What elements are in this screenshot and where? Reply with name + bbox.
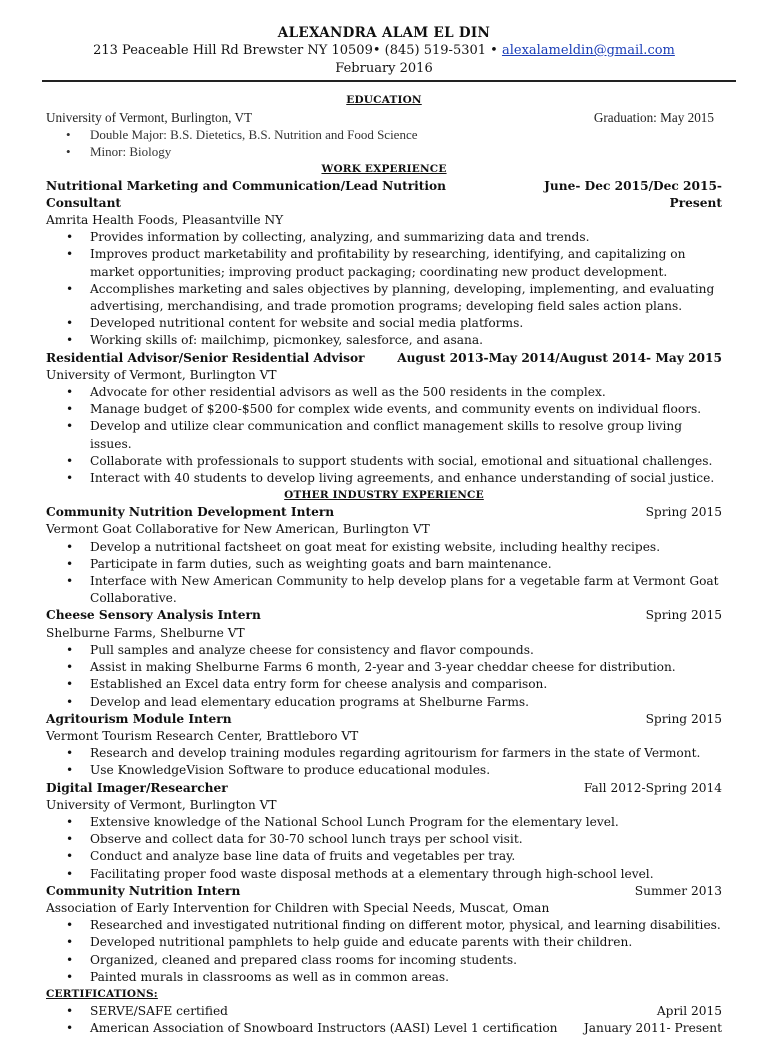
address-phone: 213 Peaceable Hill Rd Brewster NY 10509• (845) 519-5301 • [93, 43, 498, 58]
job-title: Digital Imager/Researcher [46, 780, 228, 795]
job-header [46, 883, 722, 900]
list-item: • Double Major: B.S. Dietetics, B.S. Nutrition and Food Science [46, 126, 722, 143]
applicant-name: ALEXANDRA ALAM EL DIN [277, 25, 491, 41]
list-item: • Assist in making Shelburne Farms 6 month, 2-year and 3-year cheddar cheese for distribution. [46, 659, 722, 676]
list-item: • Extensive knowledge of the National School Lunch Program for the elementary level. [46, 814, 722, 831]
list-item: • Facilitating proper food waste disposal methods at a elementary through high-school level. [46, 866, 722, 883]
header-divider [42, 80, 736, 82]
resume-body [46, 92, 722, 1037]
job-dates: Spring 2015 [645, 505, 722, 520]
job-title: Community Nutrition Intern [46, 883, 241, 898]
list-item: • Painted murals in classrooms as well as in common areas. [46, 969, 722, 986]
job-bullets [46, 814, 722, 883]
job-org: Association of Early Intervention for Children with Special Needs, Muscat, Oman [46, 900, 550, 915]
job-header [46, 350, 722, 367]
list-item: • Working skills of: mailchimp, picmonkey, salesforce, and asana. [46, 332, 722, 349]
resume-header [0, 0, 768, 78]
cert-date: April 2015 [656, 1003, 722, 1018]
list-item: • Pull samples and analyze cheese for consistency and flavor compounds. [46, 642, 722, 659]
job-bullets [46, 539, 722, 608]
job-bullets [46, 917, 722, 986]
list-item: • Develop a nutritional factsheet on goat meat for existing website, including healthy recipes. [46, 539, 722, 556]
list-item: • Advocate for other residential advisors as well as the 500 residents in the complex. [46, 384, 722, 401]
list-item: • Accomplishes marketing and sales objectives by planning, developing, implementing, and evaluating advertising, merchandising, and trade promotion programs; developing field sales action plans. [46, 281, 722, 315]
cert-label: • SERVE/SAFE certified [90, 1003, 228, 1018]
list-item: • Organized, cleaned and prepared class rooms for incoming students. [46, 952, 722, 969]
contact-line [0, 42, 768, 60]
email-link[interactable]: alexalameldin@gmail.com [501, 43, 675, 58]
job-bullets [46, 642, 722, 711]
cert-date: January 2011- Present [583, 1021, 722, 1036]
other-experience-heading: OTHER INDUSTRY EXPERIENCE [284, 489, 484, 502]
list-item: • Manage budget of $200-$500 for complex wide events, and community events on individual floors. [46, 401, 722, 418]
list-item: • Develop and lead elementary education programs at Shelburne Farms. [46, 694, 722, 711]
work-experience-heading: WORK EXPERIENCE [321, 162, 447, 175]
cert-row [90, 1020, 722, 1037]
list-item: • Conduct and analyze base line data of fruits and vegetables per tray. [46, 848, 722, 865]
job-header [46, 711, 722, 728]
list-item: • Collaborate with professionals to support students with social, emotional and situational challenges. [46, 453, 722, 470]
certifications-heading: CERTIFICATIONS: [46, 987, 158, 1000]
job-org: University of Vermont, Burlington VT [46, 797, 277, 812]
list-item: • Participate in farm duties, such as weighting goats and barn maintenance. [46, 556, 722, 573]
list-item: • Minor: Biology [46, 143, 722, 160]
job-dates: Spring 2015 [645, 711, 722, 726]
job-org: Shelburne Farms, Shelburne VT [46, 625, 245, 640]
certifications-list [46, 1003, 722, 1037]
graduation-date: Graduation: May 2015 [593, 110, 714, 125]
cert-label: • American Association of Snowboard Instructors (AASI) Level 1 certification [90, 1021, 558, 1036]
resume-date: February 2016 [335, 61, 433, 76]
job-dates: August 2013-May 2014/August 2014- May 2015 [397, 350, 722, 365]
education-heading: EDUCATION [346, 94, 422, 106]
job-bullets [46, 745, 722, 779]
job-dates: Spring 2015 [645, 608, 722, 623]
list-item: • Interface with New American Community to help develop plans for a vegetable farm at Vermont Goat Collaborative. [46, 573, 722, 607]
education-row [46, 109, 722, 126]
list-item [46, 1020, 722, 1037]
job-bullets [46, 384, 722, 487]
list-item: • Use KnowledgeVision Software to produce educational modules. [46, 762, 722, 779]
job-header [46, 607, 722, 624]
job-bullets [46, 229, 722, 349]
job-org: University of Vermont, Burlington VT [46, 367, 277, 382]
list-item: • Improves product marketability and profitability by researching, identifying, and capitalizing on market opportunities; improving product packaging; coordinating new product development. [46, 246, 722, 280]
list-item: • Established an Excel data entry form for cheese analysis and comparison. [46, 676, 722, 693]
job-title: Residential Advisor/Senior Residential Advisor [46, 350, 365, 365]
list-item: • Observe and collect data for 30-70 school lunch trays per school visit. [46, 831, 722, 848]
job-dates: Fall 2012-Spring 2014 [583, 780, 722, 795]
job-org: Amrita Health Foods, Pleasantville NY [46, 213, 284, 228]
job-title: Community Nutrition Development Intern [46, 505, 335, 520]
list-item [46, 1003, 722, 1020]
job-dates: June- Dec 2015/Dec 2015-Present [544, 178, 722, 210]
cert-row [90, 1003, 722, 1020]
list-item: • Researched and investigated nutritional finding on different motor, physical, and learning disabilities. [46, 917, 722, 934]
job-header [46, 504, 722, 521]
job-header [46, 780, 722, 797]
list-item: • Research and develop training modules regarding agritourism for farmers in the state of Vermont. [46, 745, 722, 762]
list-item: • Developed nutritional pamphlets to help guide and educate parents with their children. [46, 934, 722, 951]
list-item: • Provides information by collecting, analyzing, and summarizing data and trends. [46, 229, 722, 246]
job-title: Nutritional Marketing and Communication/Lead Nutrition Consultant [46, 178, 447, 210]
job-header [46, 178, 722, 212]
job-org: Vermont Goat Collaborative for New American, Burlington VT [46, 522, 430, 537]
job-dates: Summer 2013 [634, 883, 722, 898]
list-item: • Interact with 40 students to develop living agreements, and enhance understanding of social justice. [46, 470, 722, 487]
job-title: Agritourism Module Intern [46, 711, 232, 726]
job-title: Cheese Sensory Analysis Intern [46, 608, 261, 623]
list-item: • Developed nutritional content for website and social media platforms. [46, 315, 722, 332]
job-org: Vermont Tourism Research Center, Brattleboro VT [46, 728, 359, 743]
education-list [46, 126, 722, 160]
school-name: University of Vermont, Burlington, VT [46, 110, 253, 125]
list-item: • Develop and utilize clear communication and conflict management skills to resolve group living issues. [46, 418, 722, 452]
